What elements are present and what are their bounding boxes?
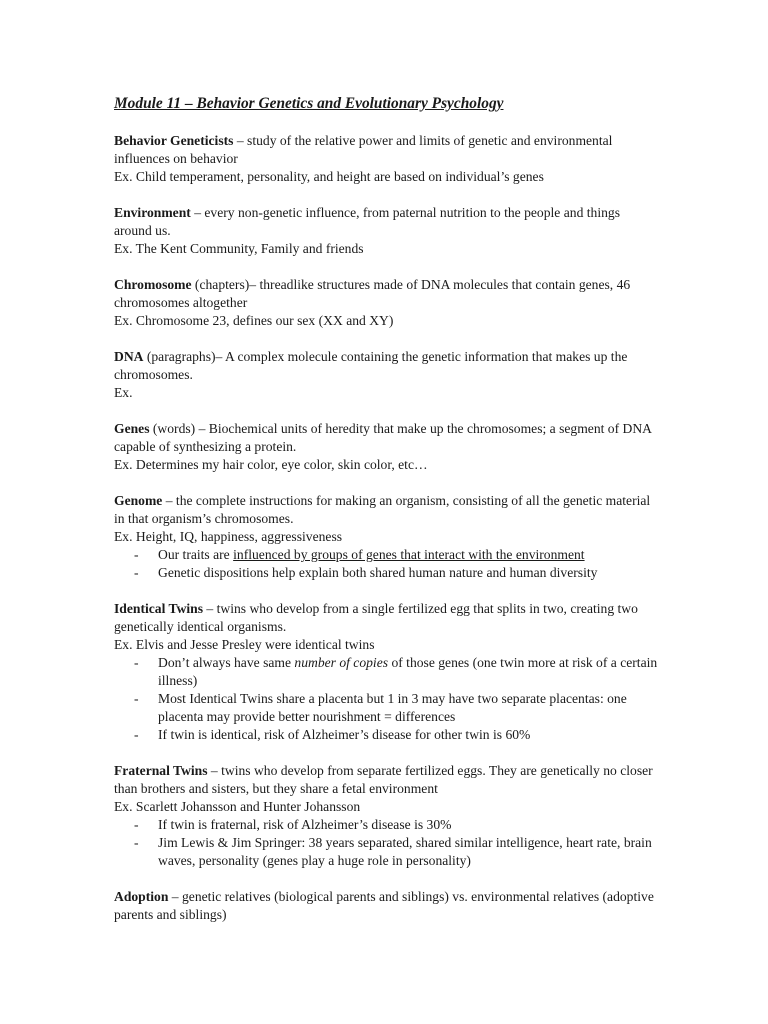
definition-line (114, 348, 659, 384)
term-genome: Genome (114, 493, 163, 508)
term-qualifier: (words) (149, 421, 196, 436)
bullet-text: Jim Lewis & Jim Springer: 38 years separated, shared similar intelligence, heart rate, brain waves, personality (genes play a huge role in personality) (158, 835, 652, 868)
term-separator: – (207, 763, 222, 778)
term-separator: – (233, 133, 248, 148)
definition-text: twins who develop from separate fertilized eggs. They are genetically no closer than brothers and sisters, but they share a fetal environment (114, 763, 653, 796)
example-line: Ex. Elvis and Jesse Presley were identical twins (114, 637, 375, 652)
page-title: Module 11 – Behavior Genetics and Evolutionary Psychology (114, 95, 504, 112)
bullet-dash: - (134, 835, 139, 850)
definition-line (114, 492, 659, 528)
bullet-text: Most Identical Twins share a placenta but 1 in 3 may have two separate placentas: one placenta may provide better nourishment = differences (158, 691, 627, 724)
definition-text: Biochemical units of heredity that make up the chromosomes; a segment of DNA capable of synthesizing a protein. (114, 421, 652, 454)
bullet-dash: - (134, 817, 139, 832)
term-genes: Genes (114, 421, 150, 436)
bullet-text: Don’t always have same (158, 655, 295, 670)
bullet-text: If twin is identical, risk of Alzheimer’s disease for other twin is 60% (158, 727, 531, 742)
bullet-item (114, 726, 659, 744)
bullet-text: Genetic dispositions help explain both shared human nature and human diversity (158, 565, 598, 580)
bullet-dash: - (134, 655, 139, 670)
bullet-dash: - (134, 565, 139, 580)
bullet-text: of those genes (one twin more at risk of a certain illness) (158, 655, 658, 688)
term-separator: – (195, 421, 209, 436)
italic-text: number of copies (294, 655, 389, 670)
entry-genes (114, 420, 659, 474)
bullet-text: Our traits are (158, 547, 234, 562)
entry-fraternal-twins (114, 762, 659, 870)
entry-chromosome (114, 276, 659, 330)
definition-line (114, 132, 659, 168)
bullet-item (114, 546, 659, 564)
entry-environment (114, 204, 659, 258)
document-page (114, 94, 659, 942)
definition-text: A complex molecule containing the genetic information that makes up the chromosomes. (114, 349, 628, 382)
bullet-list (114, 546, 659, 582)
term-separator: – (215, 349, 225, 364)
definition-line (114, 420, 659, 456)
term-qualifier: (paragraphs) (143, 349, 216, 364)
example-line: Ex. Chromosome 23, defines our sex (XX and XY) (114, 313, 394, 328)
bullet-list (114, 654, 659, 744)
example-line: Ex. Child temperament, personality, and height are based on individual’s genes (114, 169, 544, 184)
term-fraternal-twins: Fraternal Twins (114, 763, 208, 778)
entry-genome (114, 492, 659, 582)
entry-dna (114, 348, 659, 402)
term-separator: – (168, 889, 182, 904)
bullet-item (114, 690, 659, 726)
term-separator: – (162, 493, 176, 508)
term-environment: Environment (114, 205, 191, 220)
definition-line (114, 276, 659, 312)
bullet-dash: - (134, 691, 139, 706)
bullet-item (114, 816, 659, 834)
bullet-list (114, 816, 659, 870)
bullet-dash: - (134, 547, 139, 562)
example-line: Ex. Determines my hair color, eye color, skin color, etc… (114, 457, 428, 472)
term-identical-twins: Identical Twins (114, 601, 204, 616)
entry-adoption (114, 888, 659, 924)
bullet-item (114, 564, 659, 582)
bullet-dash: - (134, 727, 139, 742)
definition-text: study of the relative power and limits of genetic and environmental influences on behavior (114, 133, 613, 166)
bullet-text: If twin is fraternal, risk of Alzheimer’s disease is 30% (158, 817, 452, 832)
definition-line (114, 204, 659, 240)
entry-behavior-geneticists (114, 132, 659, 186)
example-line: Ex. (114, 385, 133, 400)
example-line: Ex. Scarlett Johansson and Hunter Johansson (114, 799, 361, 814)
definition-line (114, 600, 659, 636)
definition-text: twins who develop from a single fertilized egg that splits in two, creating two genetically identical organisms. (114, 601, 638, 634)
term-chromosome: Chromosome (114, 277, 192, 292)
definition-line (114, 762, 659, 798)
definition-line (114, 888, 659, 924)
term-separator: – (249, 277, 260, 292)
term-separator: – (203, 601, 217, 616)
term-qualifier: (chapters) (191, 277, 250, 292)
entry-identical-twins (114, 600, 659, 744)
term-behavior-geneticists: Behavior Geneticists (114, 133, 234, 148)
term-dna: DNA (114, 349, 144, 364)
underlined-text: influenced by groups of genes that interact with the environment (233, 547, 585, 562)
term-adoption: Adoption (114, 889, 169, 904)
definition-text: threadlike structures made of DNA molecules that contain genes, 46 chromosomes altogether (114, 277, 631, 310)
definition-text: genetic relatives (biological parents and siblings) vs. environmental relatives (adoptive parents and siblings) (114, 889, 654, 922)
definition-text: every non-genetic influence, from paternal nutrition to the people and things around us. (114, 205, 620, 238)
bullet-item (114, 834, 659, 870)
example-line: Ex. Height, IQ, happiness, aggressiveness (114, 529, 343, 544)
definition-text: the complete instructions for making an organism, consisting of all the genetic material in that organism’s chromosomes. (114, 493, 651, 526)
term-separator: – (190, 205, 205, 220)
bullet-item (114, 654, 659, 690)
example-line: Ex. The Kent Community, Family and friends (114, 241, 364, 256)
